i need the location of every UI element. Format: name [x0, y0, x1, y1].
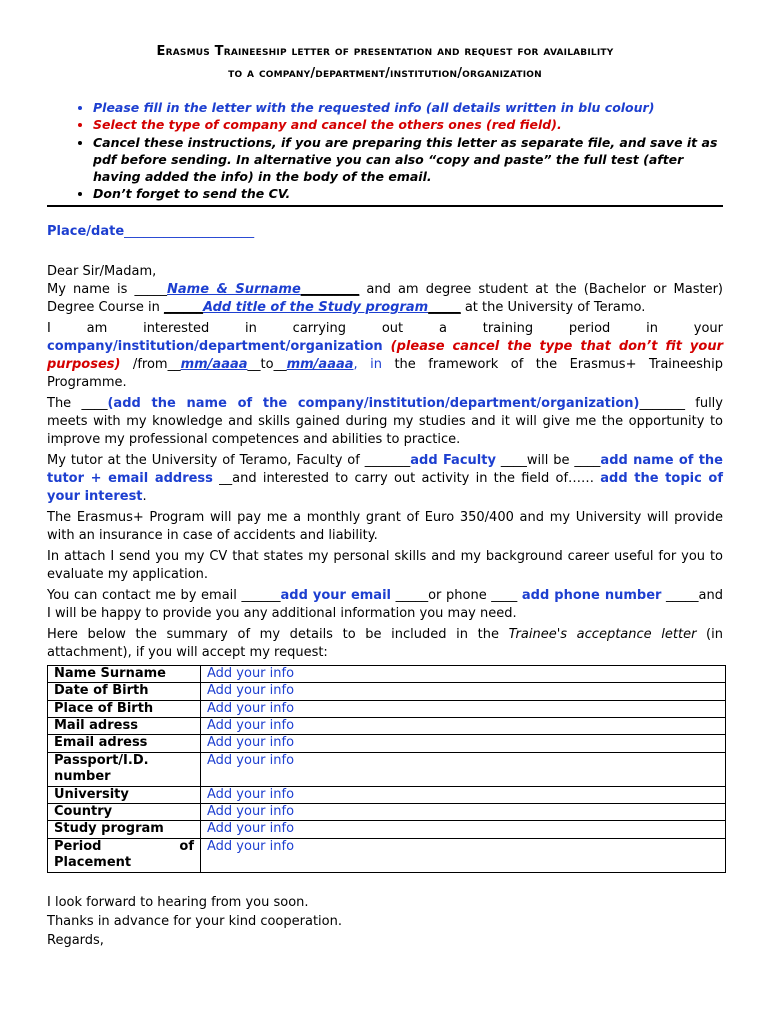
study-program-field[interactable]: Add title of the Study program	[202, 299, 429, 315]
table-row	[48, 821, 726, 838]
instruction-item: • Cancel these instructions, if you are preparing this letter as separate file, and save it as pdf before sending. In alternative you can also “copy and paste” the full test (after having added the info) in the body of the email.	[93, 134, 723, 186]
text: ____will be ____	[495, 452, 601, 468]
from-date-field[interactable]: mm/aaaa	[180, 356, 248, 372]
row-value[interactable]: Add your info	[201, 786, 726, 803]
text: /from__	[120, 356, 181, 372]
row-label: Date of Birth	[48, 683, 201, 700]
closing-line: Regards,	[47, 932, 104, 948]
row-value[interactable]: Add your info	[201, 665, 726, 682]
table-row	[48, 665, 726, 682]
table-row	[48, 683, 726, 700]
text: My name is _____	[47, 281, 167, 297]
text: at the University of Teramo.	[460, 299, 646, 315]
table-row	[48, 718, 726, 735]
title-line-1: Erasmus Traineeship letter of presentation and request for availability	[156, 44, 614, 59]
instruction-item: • Don’t forget to send the CV.	[93, 185, 723, 202]
topic-field[interactable]: add the topic of your interest	[47, 470, 723, 504]
cancel-note: (please cancel the type that don’t fit your purposes)	[47, 338, 723, 372]
place-date-label: Place/date	[47, 223, 125, 239]
text: the framework of the Erasmus+ Traineeship Programme.	[47, 356, 724, 390]
paragraph-grant: The Erasmus+ Program will pay me a monthly grant of Euro 350/400 and my University will provide with an insurance in case of accidents and liability.	[47, 509, 723, 543]
table-row	[48, 804, 726, 821]
row-value[interactable]: Add your info	[201, 683, 726, 700]
place-date[interactable]	[47, 223, 723, 241]
closing	[47, 893, 723, 950]
company-type-field[interactable]: company/institution/department/organization	[47, 338, 383, 354]
text: _____or phone ____	[391, 587, 522, 603]
text: Trainee's acceptance letter	[508, 626, 697, 642]
text: (in attachment), if you will accept my request:	[47, 626, 723, 660]
details-table	[47, 665, 726, 873]
text: I am interested in carrying out a training period in your	[47, 320, 723, 336]
text: __to__	[247, 356, 287, 372]
row-value[interactable]: Add your info	[201, 804, 726, 821]
row-value[interactable]: Add your info	[201, 838, 726, 872]
text: _______ fully meets with my knowledge and skills gained during my studies and it will give me the opportunity to improve my professional competences and abilities to practice.	[47, 395, 723, 447]
row-label: Period of Placement	[48, 838, 201, 872]
row-value[interactable]: Add your info	[201, 821, 726, 838]
paragraph-company	[47, 395, 723, 449]
divider	[47, 205, 723, 207]
table-row	[48, 735, 726, 752]
row-value[interactable]: Add your info	[201, 735, 726, 752]
title-line-2: to a company/department/institution/organization	[228, 66, 542, 81]
row-label: Mail adress	[48, 718, 201, 735]
table-row	[48, 700, 726, 717]
row-label: Name Surname	[48, 665, 201, 682]
text: _____	[428, 299, 461, 315]
salutation: Dear Sir/Madam,	[47, 263, 157, 279]
closing-line: I look forward to hearing from you soon.	[47, 894, 309, 910]
text: _________	[300, 281, 360, 297]
paragraph-contact	[47, 587, 723, 623]
row-label: Place of Birth	[48, 700, 201, 717]
company-name-field[interactable]: (add the name of the company/institution/department/organization)	[107, 395, 640, 411]
paragraph-tutor	[47, 452, 723, 506]
row-label: University	[48, 786, 201, 803]
text: You can contact me by email ______	[47, 587, 281, 603]
paragraph-cv: In attach I send you my CV that states my personal skills and my background career useful for you to evaluate my application.	[47, 548, 723, 582]
faculty-field[interactable]: add Faculty	[410, 452, 496, 468]
text: , in	[353, 356, 382, 372]
table-row	[48, 786, 726, 803]
table-row	[48, 752, 726, 786]
to-date-field[interactable]: mm/aaaa	[286, 356, 354, 372]
row-label: Email adress	[48, 735, 201, 752]
row-value[interactable]: Add your info	[201, 752, 726, 786]
text: __and interested to carry out activity in the field of……	[212, 470, 601, 486]
table-row	[48, 838, 726, 872]
text: ______	[163, 299, 203, 315]
email-field[interactable]: add your email	[280, 587, 391, 603]
paragraph-interest	[47, 320, 723, 392]
phone-field[interactable]: add phone number	[521, 587, 662, 603]
tutor-field[interactable]: add name of the tutor + email address	[47, 452, 723, 486]
instructions-list	[47, 99, 723, 203]
row-label: Passport/I.D. number	[48, 752, 201, 786]
row-value[interactable]: Add your info	[201, 700, 726, 717]
instruction-item: • Please fill in the letter with the requested info (all details written in blu colour)	[93, 99, 723, 116]
text: _____and I will be happy to provide you any additional information you may need.	[47, 587, 723, 621]
row-label: Study program	[48, 821, 201, 838]
paragraph-summary	[47, 626, 723, 662]
text: The ____	[47, 395, 108, 411]
row-label: Country	[48, 804, 201, 821]
text: My tutor at the University of Teramo, Faculty of _______	[47, 452, 411, 468]
row-value[interactable]: Add your info	[201, 718, 726, 735]
text: and am degree student at the (Bachelor or Master) Degree Course in	[47, 281, 724, 315]
text: .	[142, 488, 147, 504]
instruction-item: • Select the type of company and cancel the others ones (red field).	[93, 116, 723, 133]
closing-line: Thanks in advance for your kind cooperation.	[47, 913, 342, 929]
paragraph-name	[47, 281, 723, 317]
page-title	[47, 41, 723, 85]
place-date-blank: ____________________	[124, 223, 255, 239]
letter-page	[47, 0, 723, 950]
name-field[interactable]: Name & Surname	[167, 281, 301, 297]
text: Here below the summary of my details to be included in the	[47, 626, 509, 642]
